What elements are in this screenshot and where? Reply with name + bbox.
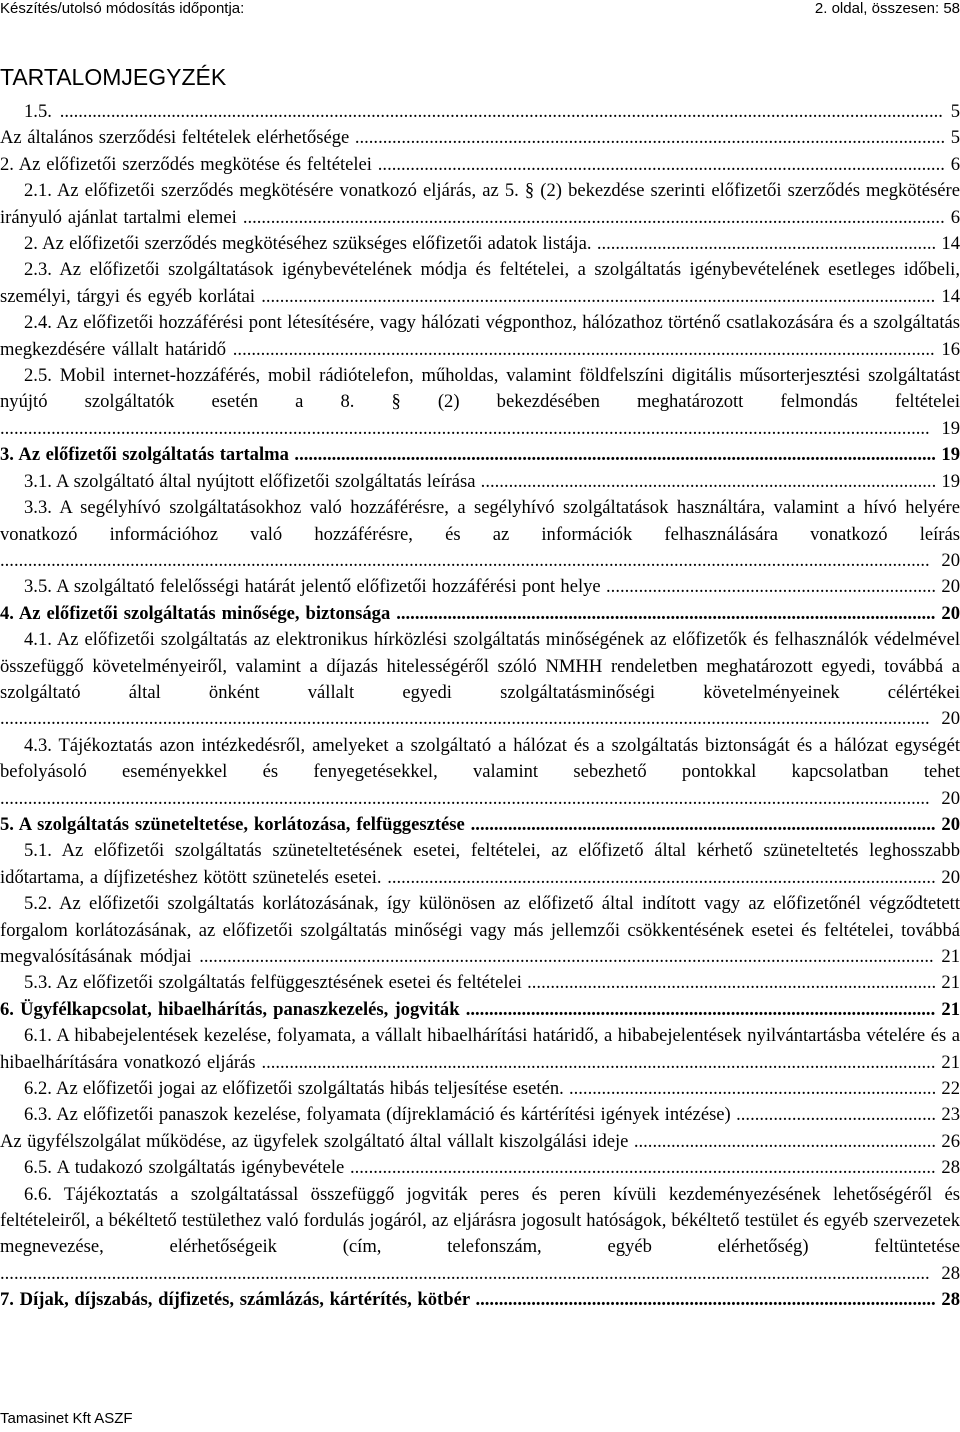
toc-leader-dots: ................................................................. <box>633 1130 936 1152</box>
toc-entry[interactable] <box>0 733 960 812</box>
toc-entry-text: 6.3. Az előfizetői panaszok kezelése, folyamata (díjreklamáció és kártérítési igények intézése) <box>24 1104 731 1126</box>
toc-entry-page: 20 <box>941 602 960 624</box>
toc-entry-text: Az általános szerződési feltételek elérhetősége <box>0 127 350 149</box>
toc-leader-dots: ........................................... <box>736 1104 937 1126</box>
toc-entry[interactable] <box>0 1287 960 1313</box>
toc-entry[interactable] <box>0 1102 960 1128</box>
header-timestamp-label: Készítés/utolsó módosítás időpontja: <box>0 0 245 17</box>
toc-entry[interactable] <box>0 469 960 495</box>
toc-entry-page: 21 <box>941 946 960 967</box>
toc-entry-page: 26 <box>941 1130 960 1152</box>
toc-entry[interactable] <box>0 257 960 310</box>
toc-entry-text: 3.1. A szolgáltató által nyújtott előfizetői szolgáltatás leírása <box>24 470 476 492</box>
toc-leader-dots: ....................................................................................................................................................... <box>242 206 945 228</box>
toc-leader-dots: .............................................................................................................................. <box>349 1157 936 1179</box>
toc-entry-text: 2. Az előfizetői szerződés megkötése és feltételei <box>0 153 372 175</box>
toc-leader-dots: ......................................................................... <box>596 233 937 255</box>
toc-entry-text: 2.4. Az előfizetői hozzáférési pont létesítésére, vagy hálózati végponthoz, hálózathoz történő csatlakozására és a szolgáltatás megkezdésére vállalt határidő <box>0 312 960 360</box>
toc-entry-text: 2.3. Az előfizetői szolgáltatások igénybevételének módja és feltételei, a szolgáltatás igénybevételének esetleges időbeli, személyi, tárgyi és egyéb korlátai <box>0 259 960 307</box>
toc-entry-page: 28 <box>941 1262 960 1284</box>
toc-entry[interactable] <box>0 152 960 178</box>
toc-leader-dots: ........................................................................................................................................................................................................ <box>0 417 930 439</box>
toc-entry-text: 6.2. Az előfizetői jogai az előfizetői szolgáltatás hibás teljesítése esetén. <box>24 1078 564 1100</box>
toc-entry-page: 21 <box>941 998 960 1020</box>
toc-leader-dots: ................................................................................................................................................. <box>261 1051 936 1073</box>
toc-leader-dots: .............................................................................................................................................................................................. <box>59 101 943 122</box>
toc-entry[interactable] <box>0 812 960 838</box>
toc-entry[interactable] <box>0 1129 960 1155</box>
toc-entry[interactable] <box>0 1155 960 1181</box>
toc-entry[interactable] <box>0 310 960 363</box>
toc-leader-dots: ........................................................................................................................................................................................................ <box>0 787 930 809</box>
toc-entry-text: 6.1. A hibabejelentések kezelése, folyamata, a vállalt hibaelhárítási határidő, a hibabejelentések nyilvántartásba vételére és a hibaelhárítására vonatkozó eljárás <box>0 1025 960 1073</box>
toc-entry-text: 3. Az előfizetői szolgáltatás tartalma <box>0 444 289 466</box>
toc-entry-page: 6 <box>950 153 960 175</box>
toc-entry-page: 20 <box>941 708 960 730</box>
toc-entry-page: 28 <box>941 1289 960 1311</box>
toc-leader-dots: .......................................................................................................................... <box>377 153 945 175</box>
toc-entry[interactable] <box>0 99 960 125</box>
toc-entry-text: 6.6. Tájékoztatás a szolgáltatással összefüggő jogviták peres és peren kívüli kezdeményezésének lehetőségéről és feltételeiről, a békéltető testülethez való fordulás jogáról, az eljárásra jogosult hatóságok, békéltető testület és egyéb szervezetek megnevezése, elérhetőségeik (cím, telefonszám, egyéb elérhetőség) feltüntetése <box>0 1183 960 1258</box>
toc-leader-dots: ................................................................................................................................................. <box>261 285 936 307</box>
toc-entry-text: 2. Az előfizetői szerződés megkötéséhez szükséges előfizetői adatok listája. <box>24 233 592 255</box>
toc-entry-page: 23 <box>941 1104 960 1126</box>
toc-entry-text: 5. A szolgáltatás szüneteltetése, korlátozása, felfüggesztése <box>0 813 465 835</box>
toc-leader-dots: ........................................................................................................................................................................................................ <box>0 549 930 571</box>
toc-entry-text: 4.3. Tájékoztatás azon intézkedésről, amelyeket a szolgáltató a hálózat és a szolgáltatás biztonságát és a hálózat egységét befolyásoló eseményekkel és fenyegetésekkel, valamint sebezhető pontokkal kapcsolatban tehet <box>0 734 960 783</box>
toc-entry-page: 28 <box>941 1157 960 1179</box>
toc-leader-dots: ............................................................................... <box>568 1078 937 1100</box>
toc-entry-text: 6. Ügyfélkapcsolat, hibaelhárítás, panaszkezelés, jogviták <box>0 998 460 1020</box>
header-page-counter: 2. oldal, összesen: 58 <box>814 0 960 17</box>
toc-leader-dots: .................................................................................................................... <box>396 602 936 624</box>
toc-entry[interactable] <box>0 838 960 891</box>
toc-entry[interactable] <box>0 891 960 970</box>
toc-entry[interactable] <box>0 495 960 574</box>
toc-title: TARTALOMJEGYZÉK <box>0 64 227 90</box>
toc-entry-page: 19 <box>941 470 960 492</box>
toc-entry-text: 4. Az előfizetői szolgáltatás minősége, biztonsága <box>0 602 391 624</box>
toc-entry-page: 5 <box>950 101 960 122</box>
toc-leader-dots: ........................................................................................ <box>527 972 937 994</box>
toc-entry-page: 16 <box>941 338 960 360</box>
toc-leader-dots: .................................................................................................. <box>480 470 937 492</box>
toc-entry-page: 14 <box>941 285 960 307</box>
toc-entry-text: 3.5. A szolgáltató felelősségi határát jelentő előfizetői hozzáférési pont helye <box>24 576 601 598</box>
toc-entry[interactable] <box>0 1076 960 1102</box>
toc-entry[interactable] <box>0 601 960 627</box>
toc-entry[interactable] <box>0 970 960 996</box>
toc-entry-page: 5 <box>950 127 960 149</box>
toc-entry-text: Az ügyfélszolgálat működése, az ügyfelek szolgáltató által vállalt kiszolgálási ideje <box>0 1130 629 1152</box>
toc-entry[interactable] <box>0 125 960 151</box>
toc-entry-text: 5.2. Az előfizetői szolgáltatás korlátozásának, így különösen az előfizető által indított vagy az előfizetőnél végződtetett forgalom korlátozásának, az előfizetői szolgáltatás minőségi vagy más jellemzői csökkentésének esetei és feltételei, továbbá megvalósításának módjai <box>0 893 960 967</box>
toc-leader-dots: ....................................................................................................................................................... <box>232 338 935 360</box>
toc-entry-page: 19 <box>941 417 960 439</box>
toc-entry[interactable] <box>0 574 960 600</box>
toc-entry-text: 3.3. A segélyhívó szolgáltatásokhoz való hozzáférésre, a segélyhívó szolgáltatások használtára, valamint a hívó helyére vonatkozó információhoz való hozzáférésre, és az információk felhasználására vonatkozó leírás <box>0 497 960 545</box>
toc-leader-dots: ........................................................................................................................................................................................................ <box>0 708 930 730</box>
toc-entry-page: 14 <box>941 233 960 255</box>
toc-entry-text: 5.1. Az előfizetői szolgáltatás szüneteltetésének esetei, feltételei, az előfizető által kérhető szüneteltetés leghosszabb időtartama, a díjfizetéshez kötött szünetelés esetei. <box>0 840 960 888</box>
toc-entry-page: 20 <box>941 787 960 809</box>
table-of-contents <box>0 99 960 1314</box>
toc-entry[interactable] <box>0 178 960 231</box>
toc-entry-text: 4.1. Az előfizetői szolgáltatás az elektronikus hírközlési szolgáltatás minőségének az előfizetők és felhasználók védelmével összefüggő követelményeiről, valamint a díjazás hitelességéről szóló NMHH rendeletben meghatározott egyedi, továbbá a szolgáltató által önként vállalt egyedi szolgáltatásminőségi követelményeinek célértékei <box>0 629 960 703</box>
toc-leader-dots: ..................................................................................................... <box>465 998 936 1020</box>
toc-leader-dots: .............................................................................................................................................................. <box>199 946 934 967</box>
toc-leader-dots: .......................................................................................................................................... <box>294 444 936 466</box>
toc-leader-dots: ....................................................................... <box>606 576 937 598</box>
toc-entry-page: 22 <box>941 1078 960 1100</box>
toc-entry-page: 21 <box>941 972 960 994</box>
toc-entry-page: 19 <box>941 444 960 466</box>
toc-leader-dots: .................................................................................................... <box>470 813 936 835</box>
toc-entry-text: 5.3. Az előfizetői szolgáltatás felfüggesztésének esetei és feltételei <box>24 972 522 994</box>
toc-entry-text: 7. Díjak, díjszabás, díjfizetés, számlázás, kártérítés, kötbér <box>0 1289 470 1311</box>
toc-entry-text: 1.5. <box>24 101 52 122</box>
footer-document-name: Tamasinet Kft ASZF <box>0 1410 133 1427</box>
toc-entry-text: 6.5. A tudakozó szolgáltatás igénybevétele <box>24 1157 345 1179</box>
toc-entry-page: 21 <box>941 1051 960 1073</box>
toc-leader-dots: ............................................................................................................................... <box>354 127 946 149</box>
toc-entry[interactable] <box>0 231 960 257</box>
toc-entry[interactable] <box>0 997 960 1023</box>
toc-entry-page: 20 <box>941 866 960 888</box>
toc-entry[interactable] <box>0 627 960 733</box>
toc-entry-page: 20 <box>941 576 960 598</box>
toc-entry-text: 2.1. Az előfizetői szerződés megkötésére vonatkozó eljárás, az 5. § (2) bekezdése szerinti előfizetői szerződés megkötésére irányuló ajánlat tartalmi elemei <box>0 180 960 228</box>
toc-entry[interactable] <box>0 363 960 442</box>
toc-entry-page: 6 <box>950 206 960 228</box>
toc-entry-page: 20 <box>941 813 960 835</box>
toc-entry[interactable] <box>0 1182 960 1288</box>
toc-entry-text: 2.5. Mobil internet-hozzáférés, mobil rádiótelefon, műholdas, valamint földfelszíni digitális műsorterjesztési szolgáltatást nyújtó szolgáltatók esetén a 8. § (2) bekezdésében meghatározott felmondás feltételei <box>0 365 960 413</box>
toc-entry-page: 20 <box>941 549 960 571</box>
toc-leader-dots: ...................................................................................................................... <box>387 866 936 888</box>
toc-leader-dots: ................................................................................................... <box>475 1289 936 1311</box>
toc-entry[interactable] <box>0 1023 960 1076</box>
toc-entry[interactable] <box>0 442 960 468</box>
toc-leader-dots: ........................................................................................................................................................................................................ <box>0 1262 930 1284</box>
